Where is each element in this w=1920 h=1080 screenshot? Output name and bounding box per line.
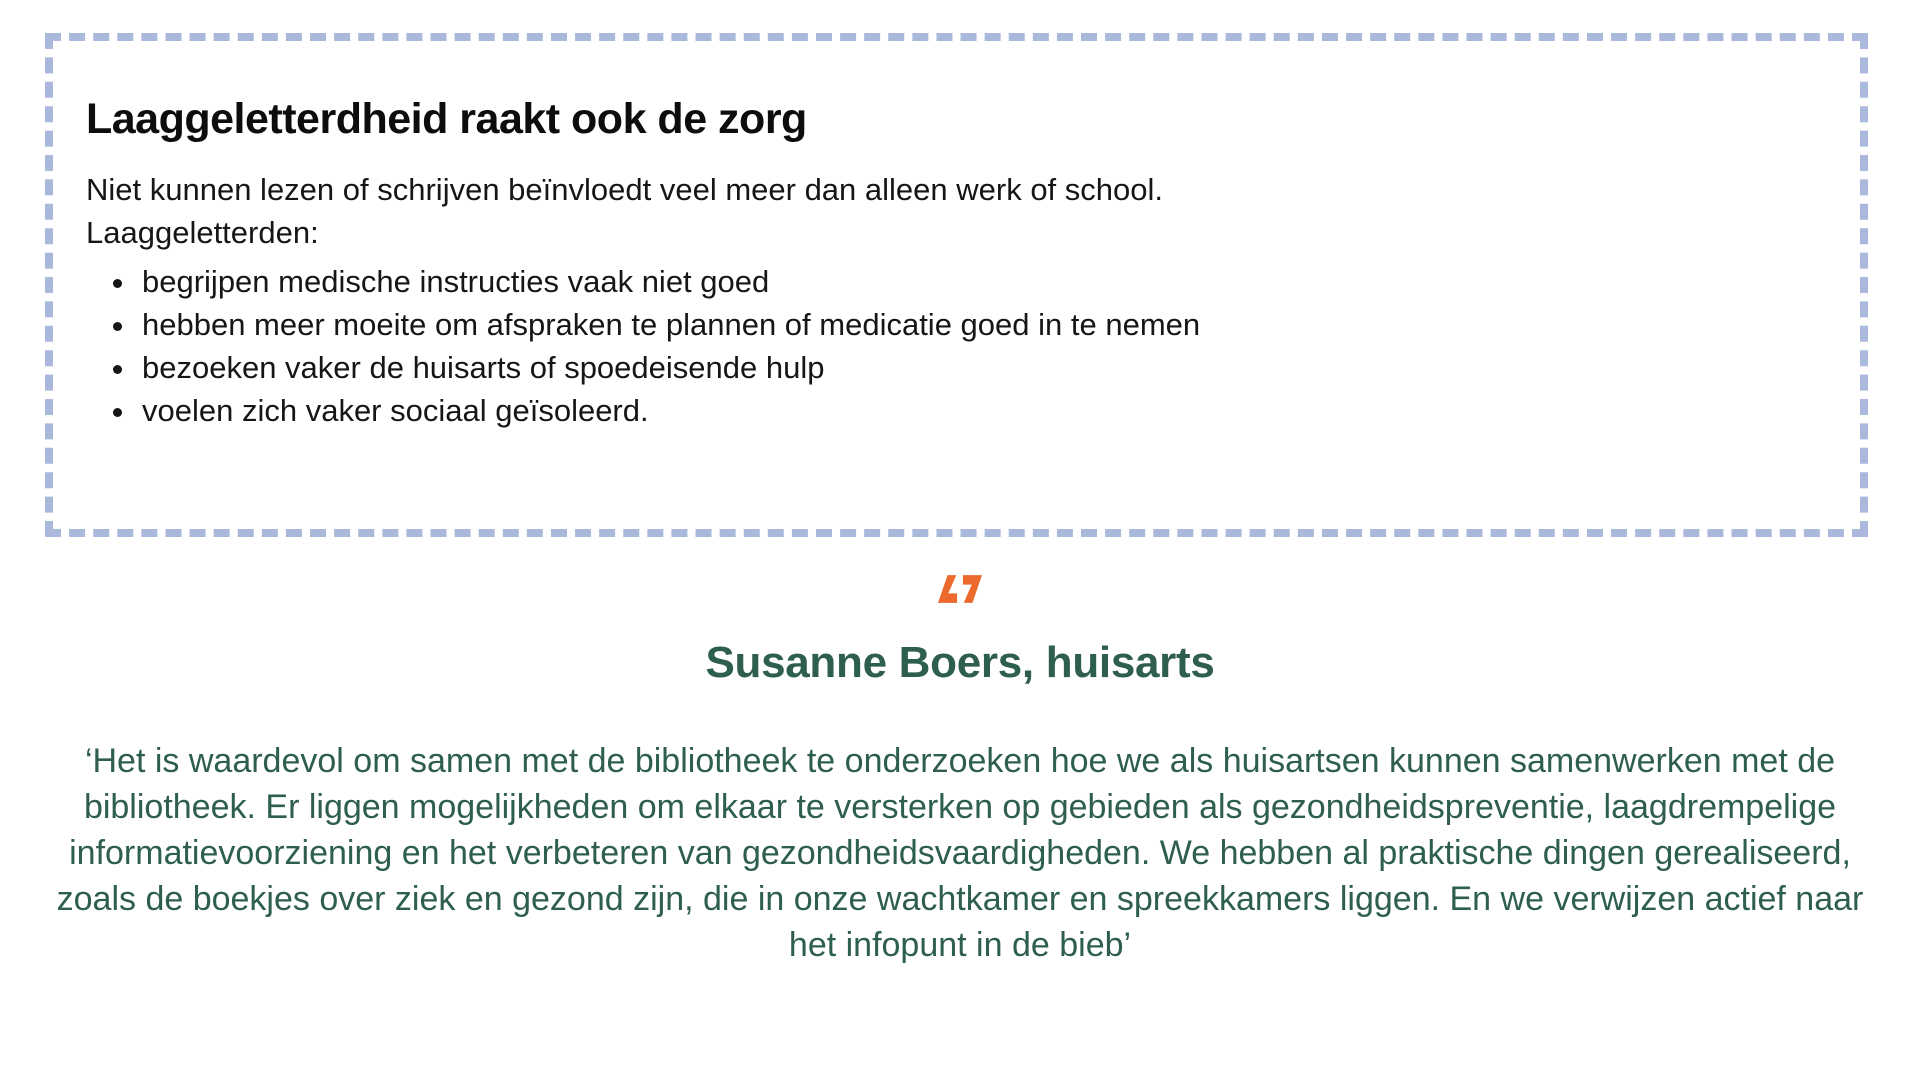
info-box-intro-line-2: Laaggeletterden: xyxy=(86,215,319,250)
bullet-item: • voelen zich vaker sociaal geïsoleerd. xyxy=(138,389,1820,432)
bullet-list xyxy=(86,260,1820,432)
quote-author: Susanne Boers, huisarts xyxy=(705,638,1215,687)
info-box-intro-line-1: Niet kunnen lezen of schrijven beïnvloedt veel meer dan alleen werk of school. xyxy=(86,172,1164,207)
bullet-item: • begrijpen medische instructies vaak niet goed xyxy=(138,260,1820,303)
quote-text: ‘Het is waardevol om samen met de bibliotheek te onderzoeken hoe we als huisartsen kunnen samenwerken met de bibliotheek. Er liggen mogelijkheden om elkaar te versterken op gebieden als gezondheidspreventie, laagdrempelige informatievoorziening en het verbeteren van gezondheidsvaardigheden. We hebben al praktische dingen gerealiseerd, zoals de boekjes over ziek en gezond zijn, die in onze wachtkamer en spreekkamers liggen. En we verwijzen actief naar het infopunt in de bieb’ xyxy=(56,742,1864,964)
bullet-item: • bezoeken vaker de huisarts of spoedeisende hulp xyxy=(138,346,1820,389)
info-box xyxy=(45,33,1868,537)
quote-icon xyxy=(938,574,982,604)
info-box-title: Laaggeletterdheid raakt ook de zorg xyxy=(86,95,807,143)
info-box-intro xyxy=(86,168,1820,254)
bullet-item: • hebben meer moeite om afspraken te plannen of medicatie goed in te nemen xyxy=(138,303,1820,346)
